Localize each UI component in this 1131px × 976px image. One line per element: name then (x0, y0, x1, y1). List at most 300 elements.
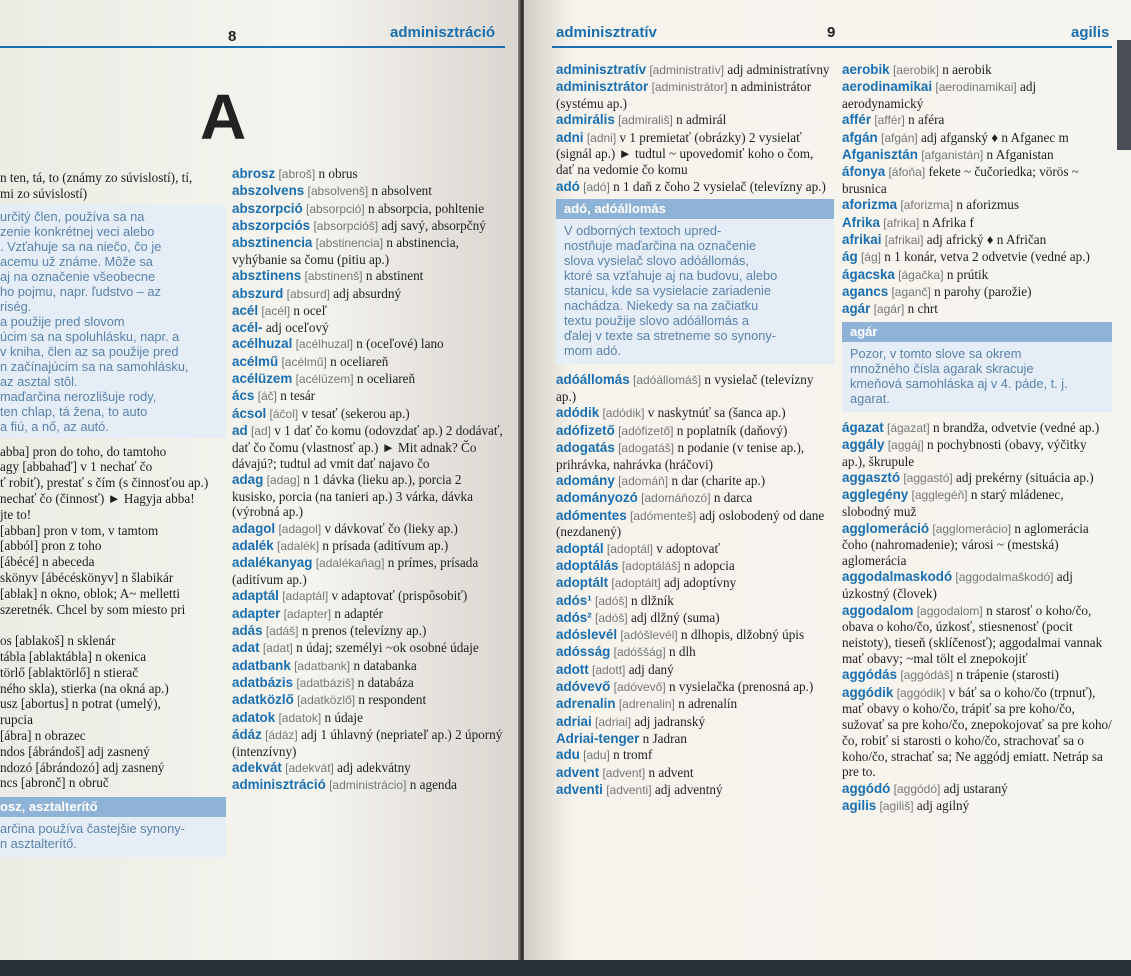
entry-headword: afgán (842, 129, 878, 145)
entry-translation: n aglomerácia čoho (nahromadenie); városi ~ (mestská) aglomerácia (842, 520, 1089, 569)
info-box-article-text (0, 209, 218, 434)
entry-pronunciation: [adat] (262, 641, 293, 656)
dictionary-entry (556, 508, 834, 541)
entry-translation: n tesár (280, 388, 316, 404)
entry-headword: adekvát (232, 759, 282, 775)
right-col2-entries-a (842, 62, 1112, 318)
entry-headword: adminisztrátor (556, 79, 649, 95)
entry-translation: n absolvent (371, 183, 432, 199)
entry-pronunciation: [advent] (602, 765, 646, 780)
entry-pronunciation: [adáš] (265, 624, 299, 639)
entry-headword: adóvevő (556, 679, 611, 695)
entry-pronunciation: [adóš] (595, 593, 628, 608)
entry-headword: adogatás (556, 439, 615, 455)
info-box-abrosz (0, 797, 226, 857)
info-box-abrosz-title: osz, asztalterítő (0, 797, 226, 817)
entry-pronunciation: [adóvevő] (613, 680, 666, 695)
entry-translation: n respondent (358, 692, 427, 708)
entry-headword: adóslevél (556, 627, 618, 643)
entry-translation: n prímes, prísada (aditívum ap.) (232, 555, 479, 588)
entry-headword: ág (842, 249, 858, 265)
entry-fragment: [abból] pron z toho (0, 538, 102, 554)
dictionary-entry (232, 218, 508, 235)
dictionary-entry (232, 588, 508, 605)
dictionary-entry (232, 692, 508, 709)
entry-fragment: ného skla), stierka (na okná ap.) (0, 680, 169, 696)
dictionary-entry (556, 765, 834, 782)
dictionary-entry (556, 662, 834, 679)
entry-pronunciation: [abstinencia] (315, 236, 384, 251)
entry-headword: Adriai-tenger (556, 730, 640, 746)
entry-headword: aggály (842, 437, 885, 453)
entry-translation: n brandža, odvetvie (vedné ap.) (932, 419, 1100, 435)
entry-headword: adósság (556, 644, 611, 660)
dictionary-entry (842, 112, 1112, 129)
entry-fragment: ndozó [ábrándozó] adj zasnený (0, 759, 165, 775)
dictionary-entry (556, 731, 834, 747)
dictionary-entry (556, 541, 834, 558)
dictionary-entry (232, 286, 508, 303)
entry-headword: aggodalmaskodó (842, 569, 953, 585)
dictionary-entry (232, 472, 508, 520)
dictionary-entry (842, 603, 1112, 667)
entry-headword: adományozó (556, 490, 638, 506)
entry-pronunciation: [adómenteš] (630, 508, 697, 523)
entry-pronunciation: [aggodalmaškodó] (955, 570, 1054, 585)
entry-translation: adj administratívny (727, 62, 830, 77)
dictionary-entry (232, 760, 508, 777)
right-page (524, 0, 1131, 976)
entry-headword: adóállomás (556, 372, 630, 388)
entry-pronunciation: [adatközlő] (297, 693, 356, 708)
entry-fragment: usz [abortus] n potrat (umelý), (0, 696, 161, 712)
entry-pronunciation: [acélüzem] (295, 372, 354, 387)
entry-headword: abszorpció (232, 200, 303, 216)
info-line: n asztalterítő. (0, 835, 77, 851)
entry-translation: n starý mládenec, slobodný muž (842, 487, 1064, 520)
dictionary-entry (232, 268, 508, 285)
entry-pronunciation: [adatbáziš] (296, 675, 355, 690)
info-line: acemu už známe. Môže sa (0, 253, 153, 269)
entry-pronunciation: [adrenalin] (618, 697, 675, 712)
entry-translation: v dávkovať čo (lieky ap.) (324, 520, 458, 536)
entry-headword: adó (556, 178, 580, 194)
entry-translation: n admirál (676, 112, 727, 128)
entry-fragment: szeretnék. Chcel by som miesto pri (0, 601, 186, 617)
info-line: n začínajúcim sa na samohlásku, (0, 358, 189, 374)
entry-translation: n administrátor (systému ap.) (556, 79, 812, 112)
entry-translation: n prútik (946, 266, 989, 282)
entry-headword: aggodalom (842, 602, 914, 618)
dictionary-entry (556, 405, 834, 422)
left-column-1 (0, 170, 226, 863)
info-line: riség. (0, 298, 32, 314)
dictionary-entry (842, 420, 1112, 437)
entry-fragment: [abban] pron v tom, v tamtom (0, 522, 159, 538)
entry-headword: Afrika (842, 214, 880, 230)
entry-pronunciation: [aganč] (891, 284, 931, 299)
right-col1-entries-b (556, 372, 834, 798)
entry-translation: n (oceľové) lano (356, 336, 444, 352)
entry-headword: aggasztó (842, 470, 901, 486)
entry-translation: n absorpcia, pohltenie (367, 200, 485, 216)
dictionary-entry (842, 470, 1112, 487)
entry-pronunciation: [aerodinamikai] (935, 80, 1017, 95)
entry-translation: adj adventný (654, 781, 723, 797)
entry-pronunciation: [adagol] (278, 521, 322, 536)
info-line: určitý člen, používa sa na (0, 208, 145, 224)
dictionary-entry (556, 644, 834, 661)
entry-headword: acélmű (232, 353, 279, 369)
entry-pronunciation: [áfoňa] (888, 165, 926, 180)
entry-headword: agilis (842, 798, 877, 814)
entry-headword: agancs (842, 283, 889, 299)
entry-translation: n adopcia (683, 557, 735, 573)
entry-headword: absztinencia (232, 235, 313, 251)
entry-translation: adj oslobodený od dane (nezdanený) (556, 507, 825, 540)
entry-pronunciation: [adu] (583, 748, 610, 763)
entry-translation: n databáza (357, 674, 414, 690)
entry-translation: n oceľ (293, 302, 327, 318)
entry-pronunciation: [agglomerácio] (932, 521, 1012, 536)
entry-headword: afrikai (842, 231, 882, 247)
running-head-right-left: adminisztratív (556, 24, 657, 41)
entry-translation: adj daný (628, 661, 674, 677)
info-line: . Vzťahuje sa na niečo, čo je (0, 238, 162, 254)
info-box-agar (842, 322, 1112, 412)
entry-pronunciation: [adalékaňag] (315, 556, 385, 571)
entry-headword: ácsol (232, 405, 267, 421)
right-col2-entries-b (842, 420, 1112, 815)
right-column-1 (556, 62, 834, 799)
entry-pronunciation: [afrikai] (884, 232, 924, 247)
entry-pronunciation: [áč] (257, 389, 277, 404)
entry-pronunciation: [adoptáláš] (621, 558, 681, 573)
entry-translation: n pochybnosti (obavy, výčitky ap.), škrupule (842, 437, 1087, 469)
entry-headword: adat (232, 640, 260, 656)
entry-fragment: ncs [abronč] n obruč (0, 775, 109, 791)
entry-translation: n oceliareň (356, 371, 416, 387)
entry-translation: n agenda (409, 777, 457, 793)
entry-headword: ács (232, 388, 255, 404)
entry-pronunciation: [acélmű] (281, 354, 327, 369)
entry-pronunciation: [agglegéň] (911, 488, 968, 503)
entry-pronunciation: [administratív] (649, 63, 725, 77)
dictionary-entry (232, 336, 508, 353)
entry-headword: adminisztráció (232, 777, 326, 793)
dictionary-entry (232, 710, 508, 727)
info-line: mom adó. (564, 343, 621, 359)
dictionary-entry (232, 320, 508, 336)
info-line: v kniha, člen az sa použije pred (0, 343, 179, 359)
entry-pronunciation: [afgán] (881, 130, 918, 145)
entry-pronunciation: [ág] (860, 250, 881, 265)
entry-translation: n Afganistan (986, 146, 1054, 162)
entry-translation: n databanka (353, 657, 417, 673)
entry-pronunciation: [adófizető] (618, 423, 674, 438)
entry-translation: v adoptovať (656, 540, 721, 556)
entry-pronunciation: [ágačka] (898, 267, 944, 282)
entry-translation: adj aerodynamický (842, 79, 1037, 112)
dictionary-entry (842, 79, 1112, 112)
entry-pronunciation: [adventi] (606, 782, 652, 797)
entry-pronunciation: [absurd] (286, 286, 330, 301)
dictionary-entry (556, 179, 834, 196)
entry-headword: abszorpciós (232, 217, 311, 233)
dictionary-entry (556, 490, 834, 507)
dictionary-entry (556, 112, 834, 129)
entry-translation: n oceliareň (330, 353, 389, 369)
text-line: mi zo súvislostí) (0, 185, 88, 201)
entry-headword: Afganisztán (842, 146, 918, 162)
entry-headword: adu (556, 747, 580, 763)
entry-pronunciation: [administrácio] (329, 778, 407, 793)
entry-translation: n dlhopis, dlžobný úpis (681, 627, 805, 643)
entry-pronunciation: [adag] (266, 472, 300, 487)
entry-headword: aerobik (842, 62, 890, 77)
entry-pronunciation: [adriai] (595, 714, 632, 729)
text-line: n ten, tá, to (známy zo súvislostí), tí, (0, 170, 193, 185)
entry-headword: abrosz (232, 166, 276, 181)
entry-headword: admirális (556, 112, 615, 128)
entry-fragment: [ábécé] n abeceda (0, 554, 95, 570)
dictionary-entry (232, 538, 508, 555)
header-rule-right (552, 46, 1112, 48)
entry-headword: adódik (556, 405, 600, 421)
entry-headword: aerodinamikai (842, 79, 933, 95)
entry-translation: n aforizmus (956, 197, 1019, 213)
right-col1-entries-a (556, 62, 834, 195)
entry-translation: n adaptér (334, 605, 384, 621)
dictionary-entry (842, 487, 1112, 520)
entry-pronunciation: [afrika] (883, 215, 920, 230)
dictionary-entry (842, 437, 1112, 470)
entry-translation: n údaje (324, 709, 363, 725)
entry-headword: adminisztratív (556, 62, 647, 77)
dictionary-entry (556, 423, 834, 440)
entry-pronunciation: [aggastó] (903, 471, 953, 486)
entry-fragment: skönyv [ábécéskönyv] n šlabikár (0, 569, 174, 585)
dictionary-entry (232, 371, 508, 388)
dictionary-entry (556, 130, 834, 178)
dictionary-entry (232, 658, 508, 675)
entry-translation: v 1 premietať (obrázky) 2 vysielať (signál ap.) ► tudtul ~ upovedomiť koho o čom, dať na vedomie čo komu (556, 129, 814, 178)
entry-headword: adós² (556, 609, 592, 625)
entry-translation: n aerobik (942, 62, 992, 77)
dictionary-entry (842, 521, 1112, 569)
running-head-left: adminisztráció (390, 24, 496, 41)
entry-translation: adj africký ♦ n Afričan (926, 231, 1047, 247)
info-box-article (0, 205, 226, 438)
entry-translation: n Afrika f (922, 214, 974, 230)
entry-translation: n dar (charite ap.) (671, 472, 766, 488)
entry-pronunciation: [absorpció] (305, 201, 365, 216)
entry-headword: ádáz (232, 726, 262, 742)
entry-translation: n prísada (aditívum ap.) (322, 538, 449, 554)
entry-translation: adj dlžný (suma) (631, 609, 720, 625)
entry-pronunciation: [acélhuzal] (295, 337, 353, 352)
entry-translation: n adrenalín (678, 696, 738, 712)
entry-pronunciation: [adóš] (595, 610, 628, 625)
entry-headword: adagol (232, 520, 276, 536)
dictionary-entry (232, 675, 508, 692)
dictionary-entry (556, 696, 834, 713)
entry-pronunciation: [adoptált] (611, 576, 661, 591)
dictionary-entry (232, 555, 508, 588)
entry-translation: v adaptovať (prispôsobiť) (331, 588, 468, 604)
entry-pronunciation: [acél] (261, 303, 291, 318)
running-head-right-right: agilis (1071, 24, 1110, 41)
entry-translation: adj savý, absorpčný (381, 217, 486, 233)
entry-translation: n abstinent (365, 268, 424, 284)
info-line: textu použije slovo adóállomás a (564, 313, 749, 329)
info-line: ďalej v texte sa stretneme so synony- (564, 328, 776, 344)
entry-fragment: abba] pron do toho, do tamtoho (0, 443, 167, 459)
entry-fragment: ť robiť), prestať s čím (s činnosťou ap.) (0, 475, 209, 491)
dictionary-entry (842, 164, 1112, 197)
entry-pronunciation: [adódik] (602, 406, 645, 421)
entry-headword: adriai (556, 713, 592, 729)
entry-translation: n vysielačka (prenosná ap.) (668, 679, 814, 695)
dictionary-entry (232, 388, 508, 405)
dictionary-entry (232, 777, 508, 794)
header-rule-left (0, 46, 505, 48)
info-line: Pozor, v tomto slove sa okrem (850, 345, 1022, 361)
dictionary-entry (556, 679, 834, 696)
dictionary-entry (842, 232, 1112, 249)
entry-headword: aggódás (842, 667, 898, 683)
entry-headword: adott (556, 661, 589, 677)
dictionary-entry (842, 130, 1112, 147)
entry-translation: adj agilný (916, 798, 970, 814)
entry-translation: adj ustaraný (943, 780, 1008, 796)
entry-headword: adatbázis (232, 674, 294, 690)
dictionary-entry (232, 201, 508, 218)
entry-headword: adoptálás (556, 557, 619, 573)
entry-translation: n prenos (televízny ap.) (301, 623, 427, 639)
entry-translation: n chrt (907, 301, 938, 317)
info-line: stanicu, kde sa vysielacie zariadenie (564, 283, 771, 299)
dictionary-entry (232, 423, 508, 471)
dictionary-entry (556, 473, 834, 490)
entry-translation: adj jadranský (634, 713, 706, 729)
entry-pronunciation: [agiliš] (879, 799, 914, 814)
entry-translation: n abstinencia, vyhýbanie sa čomu (pitiu ap.) (232, 235, 459, 267)
info-line: ten chlap, tá žena, to auto (0, 403, 148, 419)
entry-headword: adoptál (556, 540, 604, 556)
dictionary-entry (556, 440, 834, 473)
entry-pronunciation: [adapter] (283, 606, 332, 621)
entry-translation: adj 1 úhlavný (nepriateľ ap.) 2 úporný (intenzívny) (232, 726, 503, 759)
entry-pronunciation: [aforizma] (900, 198, 954, 213)
entry-translation: n dlh (668, 644, 696, 660)
entry-fragment: agy [abbahaď] v 1 nechať čo (0, 459, 153, 475)
entry-pronunciation: [aggódik] (896, 685, 946, 700)
entry-fragment: os [ablakoš] n sklenár (0, 633, 116, 649)
dictionary-entry (232, 623, 508, 640)
entry-translation: v tesať (sekerou ap.) (301, 405, 410, 421)
entry-translation: n podanie (v tenise ap.), prihrávka, nahrávka (hráčovi) (556, 439, 805, 472)
dictionary-entry (556, 558, 834, 575)
entry-pronunciation: [absorpcióš] (313, 218, 379, 233)
entry-headword: ágazat (842, 419, 884, 435)
entry-pronunciation: [adoptál] (606, 541, 653, 556)
entry-headword: adapter (232, 605, 281, 621)
info-line: úcim sa na spoluhlásku, napr. a (0, 328, 180, 344)
dictionary-entry (232, 303, 508, 320)
entry-translation: n 1 dávka (lieku ap.), porcia 2 kusisko, porcia (na tanieri ap.) 3 várka, dávka (výrobná ap.) (232, 471, 473, 520)
dictionary-entry (232, 235, 508, 268)
left-col1-entries (0, 444, 226, 792)
entry-headword: affér (842, 112, 872, 128)
entry-headword: adalékanyag (232, 555, 313, 571)
entry-pronunciation: [adott] (592, 662, 626, 677)
dictionary-entry (232, 166, 508, 183)
entry-pronunciation: [adaptál] (282, 589, 329, 604)
dictionary-entry (842, 781, 1112, 798)
info-box-agar-title: agár (842, 322, 1112, 342)
entry-pronunciation: [absolvenš] (307, 184, 369, 199)
info-line: maďarčina nerozlišuje rody, (0, 388, 157, 404)
entry-translation: n starosť o koho/čo, obava o koho/čo, úzkosť, stiesnenosť (pocit neistoty), tieseň (sklíčenosť); aggodalmai vannak mať obavy; ~mal tölt el znepokojiť (842, 602, 1103, 666)
entry-headword: adalék (232, 538, 274, 554)
page-number-right: 9 (827, 24, 836, 41)
entry-headword: adni (556, 129, 584, 145)
entry-pronunciation: [adóššág] (613, 645, 666, 660)
entry-headword: aggódó (842, 780, 891, 796)
entry-pronunciation: [afganistán] (921, 147, 984, 162)
info-line: a použije pred slovom (0, 313, 125, 329)
dictionary-entry (842, 267, 1112, 284)
dictionary-entry (232, 406, 508, 423)
dictionary-entry (556, 747, 834, 764)
dictionary-entry (556, 372, 834, 405)
entry-headword: adrenalin (556, 696, 616, 712)
info-line: a fiú, a nő, az autó. (0, 418, 109, 434)
entry-headword: agglomeráció (842, 520, 930, 536)
entry-translation: n darca (713, 490, 753, 506)
entry-pronunciation: [adóállomáš] (632, 373, 702, 388)
entry-pronunciation: [adó] (583, 179, 610, 194)
right-column-2 (842, 62, 1112, 815)
dictionary-entry (232, 727, 508, 760)
entry-translation: adj afganský ♦ n Afganec m (921, 129, 1069, 145)
info-line: agarat. (850, 390, 890, 406)
entry-fragment: nechať čo (činnosť) ► Hagyja abba! (0, 490, 195, 506)
entry-headword: ágacska (842, 266, 895, 282)
info-line: zenie konkrétnej veci alebo (0, 223, 155, 239)
entry-translation: fekete ~ čučoriedka; vörös ~ brusnica (842, 164, 1079, 197)
info-line: nostňuje maďarčina na označenie (564, 238, 757, 254)
entry-pronunciation: [agár] (873, 302, 905, 317)
dictionary-entry (556, 714, 834, 731)
dictionary-entry (232, 640, 508, 657)
entry-fragment: [ábra] n obrazec (0, 727, 86, 743)
dictionary-entry (842, 62, 1112, 79)
entry-translation: v báť sa o koho/čo (trpnuť), mať obavy o koho/čo, trápiť sa pre koho/čo, sužovať sa pre koho/čo, znepokojovať sa pre koho/čo, robiť si starosti o koho/čo, strachovať sa o koho/čo, strachať sa; Ne aggódj emiatt. Netráp sa pre to. (842, 684, 1112, 780)
entry-translation: n tromf (613, 747, 653, 763)
entry-translation: n 1 konár, vetva 2 odvetvie (vedné ap.) (884, 249, 1090, 265)
info-box-abrosz-text (0, 821, 218, 851)
entry-translation: adj úzkostný (človek) (842, 569, 1073, 602)
entry-headword: agglegény (842, 487, 909, 503)
entry-headword: adás (232, 623, 263, 639)
entry-headword: absztinens (232, 268, 302, 284)
entry-pronunciation: [admirališ] (618, 113, 673, 128)
dictionary-entry (842, 147, 1112, 164)
info-line: množného čísla agarak skracuje (850, 360, 1034, 376)
entry-headword: abszurd (232, 285, 284, 301)
